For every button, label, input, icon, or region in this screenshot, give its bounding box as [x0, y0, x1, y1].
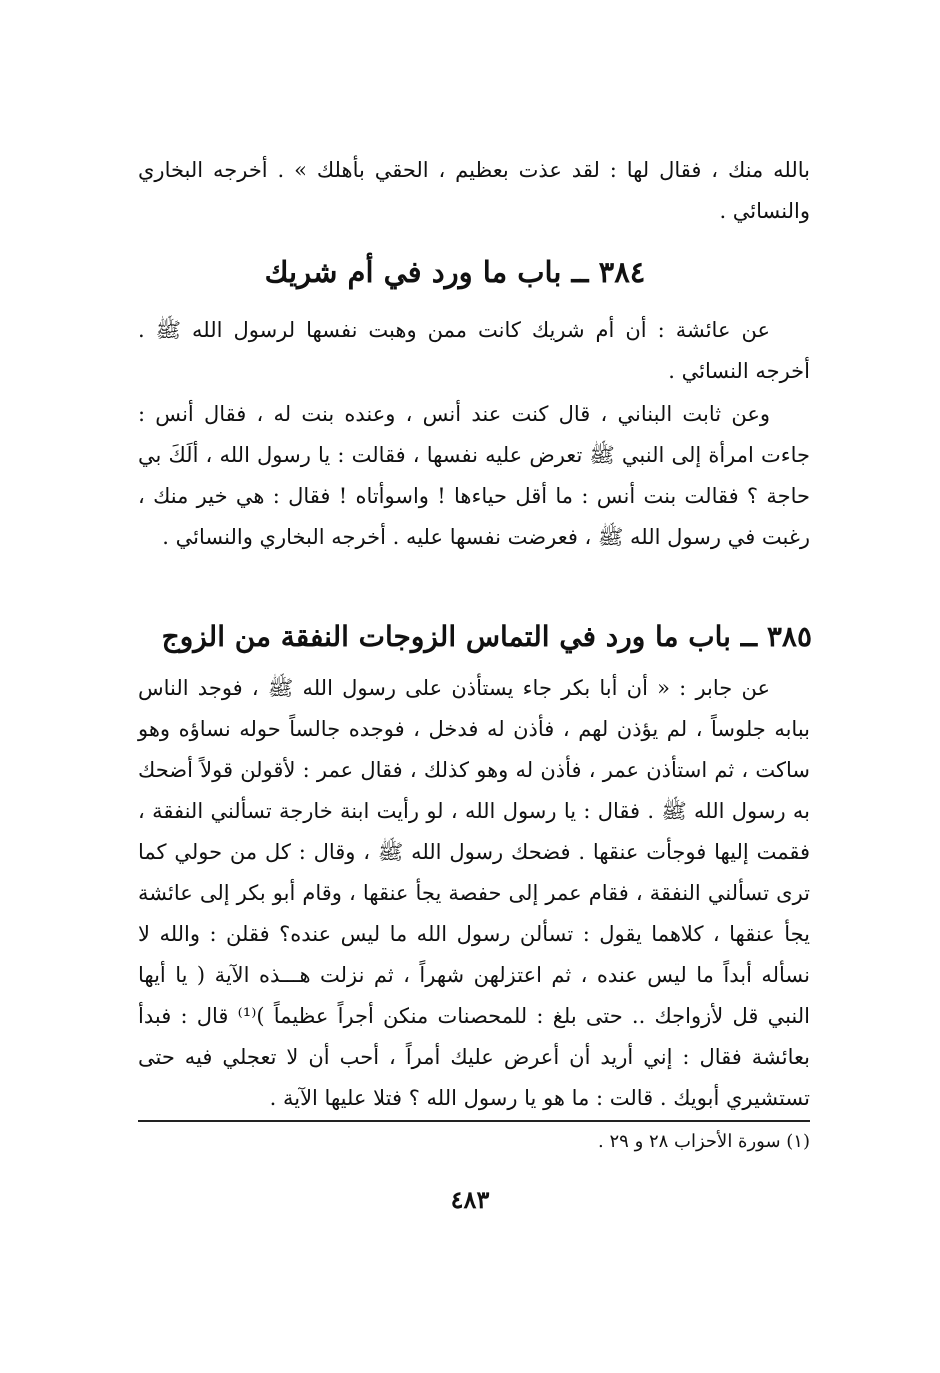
section-384-heading: ٣٨٤ ــ باب ما ورد في أم شريك [264, 255, 646, 289]
page-number: ٤٨٣ [450, 1185, 490, 1214]
footnote-divider [138, 1120, 810, 1122]
section-384-paragraph-1: عن عائشة : أن أم شريك كانت ممن وهبت نفسها لرسول الله ﷺ . أخرجه النسائي . [138, 318, 810, 383]
section-384-paragraph-2: وعن ثابت البناني ، قال كنت عند أنس ، وعنده بنت له ، فقال أنس : جاءت امرأة إلى النبي ﷺ تعرض عليه نفسها ، فقالت : يا رسول الله ، ألَكَ بي حاجة ؟ فقالت بنت أنس : ما أقل حياءها ! واسوأتاه ! فقال : هي خير منك ، رغبت في رسول الله ﷺ ، فعرضت نفسها عليه . أخرجه البخاري والنسائي . [138, 402, 810, 549]
intro-paragraph: بالله منك ، فقال لها : لقد عذت بعظيم ، الحقي بأهلك » . أخرجه البخاري والنسائي . [138, 158, 810, 223]
footnote: (١) سورة الأحزاب ٢٨ و ٢٩ . [598, 1131, 810, 1152]
section-385-heading: ٣٨٥ ــ باب ما ورد في التماس الزوجات النفقة من الزوج [161, 620, 812, 653]
section-385-paragraph: عن جابر : « أن أبا بكر جاء يستأذن على رسول الله ﷺ ، فوجد الناس ببابه جلوساً ، لم يؤذن لهم ، فأذن له فدخل ، فوجده جالساً حوله نساؤه وهو ساكت ، ثم استأذن عمر ، فأذن له وهو كذلك ، فقال عمر : لأقولن قولاً أضحك به رسول الله ﷺ . فقال : يا رسول الله ، لو رأيت ابنة خارجة تسألني النفقة ، فقمت إليها فوجأت عنقها . فضحك رسول الله ﷺ ، وقال : كل من حولي كما ترى تسألني النفقة ، فقام عمر إلى حفصة يجأ عنقها ، وقام أبو بكر إلى عائشة يجأ عنقها ، كلاهما يقول : تسألن رسول الله ما ليس عنده؟ فقلن : والله لا نسأله أبداً ما ليس عنده ، ثم اعتزلهن شهراً ، ثم نزلت هـــذه الآية ( يا أيها النبي قل لأزواجك .. حتى بلغ : للمحصنات منكن أجراً عظيماً )⁽¹⁾ قال : فبدأ بعائشة فقال : إني أريد أن أعرض عليك أمراً ، أحب أن لا تعجلي فيه حتى تستشيري أبويك . قالت : ما هو يا رسول الله ؟ فتلا عليها الآية . [138, 676, 811, 1110]
